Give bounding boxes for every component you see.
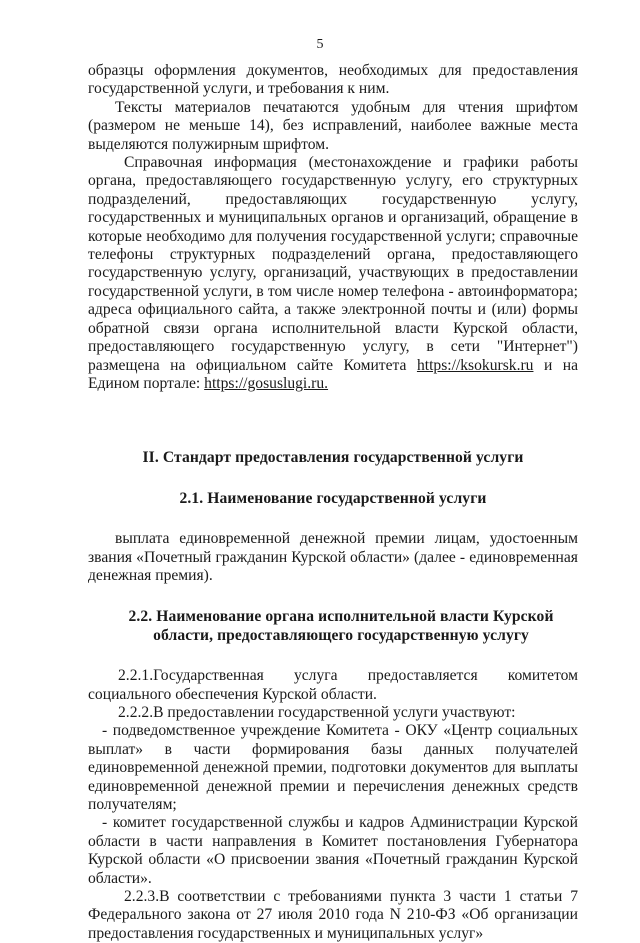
list-item-committee: - комитет государственной службы и кадров Администрации Курской области в части направления в Комитет постановления Губернатора Курской области «О присвоении звания «Почетный гражданин Курской области».: [88, 814, 578, 887]
portal-prefix: и на Едином портале:: [88, 356, 579, 392]
reference-info-text: Справочная информация (местонахождение и графики работы органа, предоставляющего государственную услугу, его структурных подразделений, предоставляющих государственную услугу, государственных и муниципальных органов и организаций, обращение в которые необходимо для получения государственной услуги; справочные телефоны структурных подразделений органа, предоставляющего государственную услугу, организаций, участвующих в предоставлении государственной услуги, в том числе номер телефона - автоинформатора; адреса официального сайта, а также электронной почты и (или) формы обратной связи органа исполнительной власти Курской области, предоставляющего государственную услугу, в сети "Интернет") размещена на официальном сайте Комитета: [88, 154, 578, 374]
subsection-21-text: выплата единовременной денежной премии лицам, удостоенным звания «Почетный гражданин Курской области» (далее - единовременная денежная премия).: [88, 530, 578, 584]
paragraph-222: 2.2.2.В предоставлении государственной услуги участвуют:: [118, 703, 516, 721]
portal-link[interactable]: https://gosuslugi.ru.: [204, 374, 329, 392]
paragraph-fonts: Тексты материалов печатаются удобным для чтения шрифтом (размером не меньше 14), без исправлений, наиболее важные места выделяются полужирным шрифтом.: [88, 98, 578, 153]
subsection-22-title-line1: 2.2. Наименование органа исполнительной власти Курской: [128, 608, 554, 626]
paragraph-221: 2.2.1.Государственная услуга предоставляется комитетом социального обеспечения Курской области.: [88, 667, 578, 703]
document-body: [88, 62, 578, 943]
subsection-22-title-line2: области, предоставляющего государственную услугу: [153, 626, 529, 644]
committee-site-link[interactable]: https://ksokursk.ru: [416, 356, 534, 374]
subsection-22-title: [88, 608, 578, 645]
page-number: 5: [316, 37, 324, 52]
subsection-21-title: 2.1. Наименование государственной услуги: [179, 489, 487, 507]
paragraph-223: 2.2.3.В соответствии с требованиями пункта 3 части 1 статьи 7 Федерального закона от 27 июля 2010 года N 210-ФЗ «Об организации предоставления государственных и муниципальных услуг»: [88, 888, 578, 942]
section-title: II. Стандарт предоставления государственной услуги: [142, 449, 524, 467]
list-item-center: - подведомственное учреждение Комитета - ОКУ «Центр социальных выплат» в части формирования базы данных получателей единовременной денежной премии, подготовки документов для выплаты единовременной денежной премии и перечисления денежных средств получателям;: [88, 722, 578, 813]
paragraph-forms: образцы оформления документов, необходимых для предоставления государственной услуги, и требования к ним.: [88, 62, 578, 98]
paragraph-reference-info: [88, 154, 578, 393]
